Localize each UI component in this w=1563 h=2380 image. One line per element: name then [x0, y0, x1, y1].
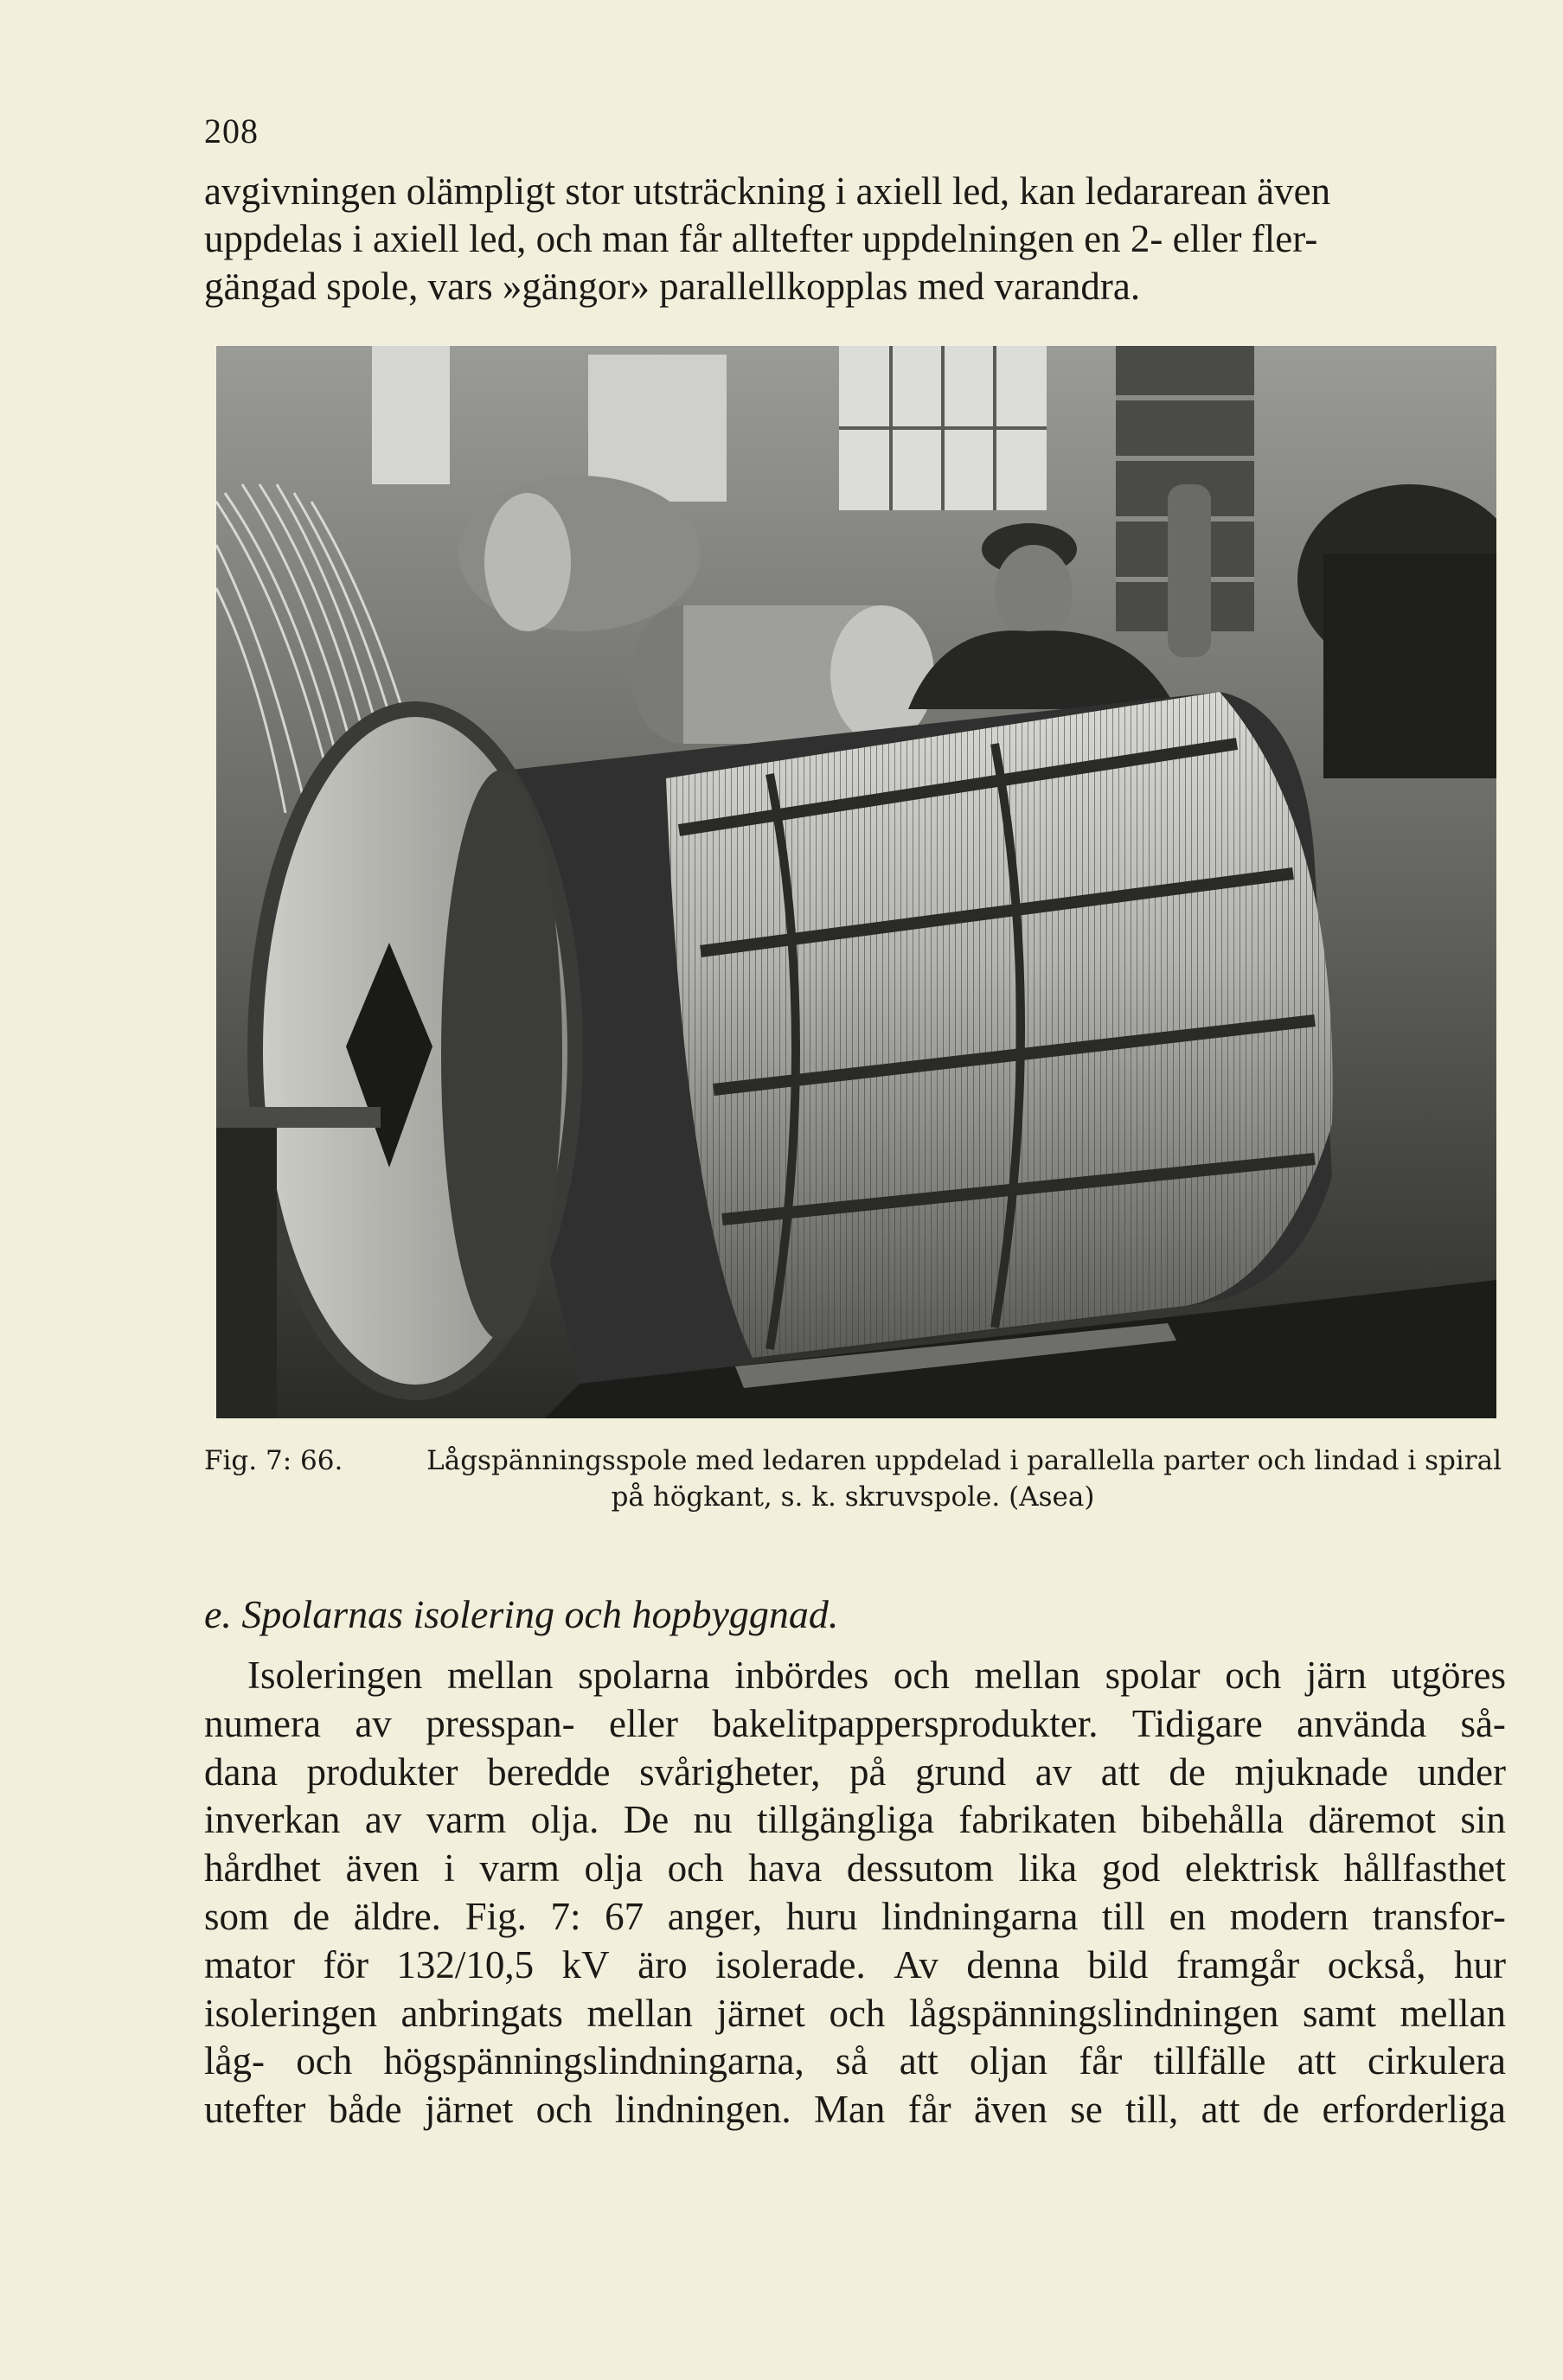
body-word: de [292, 1894, 330, 1938]
body-word: till, [1124, 2088, 1179, 2132]
body-word: tillfälle [1153, 2039, 1266, 2083]
body-word: huru [785, 1894, 858, 1938]
body-word: av [355, 1701, 392, 1745]
body-line [204, 1796, 1506, 1845]
body-word: modern [1229, 1894, 1349, 1938]
body-word: som [204, 1894, 270, 1938]
body-word: järnet [716, 1991, 805, 2035]
figure-label: Fig. 7: 66. [204, 1445, 343, 1476]
body-word: av [1035, 1750, 1073, 1794]
body-word: hårdhet [204, 1846, 321, 1891]
body-word: fabrikaten [958, 1798, 1117, 1842]
body-word: lika [1018, 1846, 1078, 1891]
body-word: både [328, 2088, 402, 2132]
intro-paragraph [204, 168, 1502, 310]
body-word: så- [1460, 1701, 1506, 1745]
body-word: eller [609, 1701, 678, 1745]
body-word: för [323, 1942, 368, 1987]
body-word: mellan [974, 1654, 1080, 1697]
body-word: och [667, 1846, 724, 1891]
body-word: under [1417, 1750, 1506, 1794]
body-word: hur [1453, 1942, 1506, 1987]
body-word: isolerade. [715, 1942, 866, 1987]
body-word: framgår [1175, 1942, 1300, 1987]
body-word: dana [204, 1750, 278, 1794]
section-heading: e. Spolarnas isolering och hopbyggnad. [204, 1592, 839, 1636]
body-word: 67 [605, 1894, 644, 1938]
body-word: inbördes [734, 1654, 869, 1697]
body-word: Tidigare [1131, 1701, 1263, 1745]
body-word: låg- [204, 2039, 265, 2083]
body-word: spolarna [578, 1654, 710, 1697]
body-word: även [345, 1846, 420, 1891]
body-word: järnet [424, 2088, 514, 2132]
body-word: numera [204, 1701, 321, 1745]
body-word: Man [813, 2088, 886, 2132]
body-word: Av [894, 1942, 938, 1987]
body-word: utgöres [1391, 1654, 1506, 1697]
body-word: spolar [1105, 1654, 1201, 1697]
body-word: och [829, 1991, 886, 2035]
body-word: varm [479, 1846, 560, 1891]
body-word: de [1262, 2088, 1300, 2132]
body-word: däremot [1308, 1798, 1437, 1842]
body-word: äldre. [353, 1894, 441, 1938]
figure-caption [204, 1443, 1502, 1515]
coil-photograph [216, 346, 1496, 1418]
body-word: nu [693, 1798, 733, 1842]
body-word: lindningarna [881, 1894, 1079, 1938]
body-line [204, 1652, 1506, 1700]
body-word: hållfasthet [1343, 1846, 1506, 1891]
body-word: cirkulera [1368, 2039, 1506, 2083]
body-line [204, 1845, 1506, 1893]
body-word: även [973, 2088, 1047, 2132]
body-line [204, 2086, 1506, 2134]
body-word: varm [426, 1798, 507, 1842]
body-word: och [1225, 1654, 1282, 1697]
body-word: och [296, 2039, 353, 2083]
body-word: att [1100, 1750, 1140, 1794]
caption-line-1: Lågspänningsspole med ledaren uppdelad i parallella parter och lindad i spiral [426, 1445, 1502, 1476]
body-word: lågspänningslindningen [908, 1991, 1279, 2035]
body-line [204, 1700, 1506, 1749]
body-word: äro [637, 1942, 688, 1987]
body-word: i [444, 1846, 455, 1891]
page-number: 208 [204, 112, 259, 150]
body-word: och [893, 1654, 950, 1697]
intro-line: uppdelas i axiell led, och man får alltefter uppdelningen en 2- eller fler- [204, 217, 1318, 260]
body-word: får [1079, 2039, 1123, 2083]
body-word: transfor- [1372, 1894, 1506, 1938]
body-word: mellan [586, 1991, 693, 2035]
body-word: inverkan [204, 1798, 341, 1842]
body-word: en [1169, 1894, 1207, 1938]
body-word: lindningen. [614, 2088, 791, 2132]
body-word: Fig. [464, 1894, 527, 1938]
caption-line-2: på högkant, s. k. skruvspole. (Asea) [611, 1481, 1095, 1513]
body-word: se [1070, 2088, 1103, 2132]
body-word: till [1101, 1894, 1145, 1938]
body-word: produkter [306, 1750, 458, 1794]
body-word: utefter [204, 2088, 306, 2132]
body-word: olja. [530, 1798, 599, 1842]
body-word: anbringats [400, 1991, 563, 2035]
body-word: och [535, 2088, 593, 2132]
body-word: järn [1305, 1654, 1367, 1697]
body-word: så [836, 2039, 868, 2083]
body-word: De [623, 1798, 669, 1842]
body-word: god [1101, 1846, 1161, 1891]
intro-line: gängad spole, vars »gängor» parallellkopplas med varandra. [204, 265, 1141, 308]
body-line [204, 1942, 1506, 1990]
body-word: högspänningslindningarna, [383, 2039, 804, 2083]
body-line [204, 1990, 1506, 2038]
body-paragraph [204, 1652, 1506, 2134]
body-word: mellan [1400, 1991, 1506, 2035]
body-word: hava [748, 1846, 823, 1891]
body-word: denna [966, 1942, 1060, 1987]
body-line [204, 2038, 1506, 2086]
body-word: använda [1297, 1701, 1427, 1745]
body-word: grund [915, 1750, 1007, 1794]
body-word: oljan [970, 2039, 1048, 2083]
body-line [204, 1893, 1506, 1942]
body-word: får [907, 2088, 951, 2132]
body-word: kV [561, 1942, 610, 1987]
body-word: mator [204, 1942, 295, 1987]
intro-line: avgivningen olämpligt stor utsträckning i axiell led, kan ledararean även [204, 170, 1331, 213]
body-word: mellan [447, 1654, 554, 1697]
body-word: mjuknade [1234, 1750, 1388, 1794]
body-word: anger, [667, 1894, 763, 1938]
body-word: bild [1087, 1942, 1149, 1987]
body-word: på [849, 1750, 887, 1794]
body-word: bakelitpappersprodukter. [712, 1701, 1099, 1745]
body-word: elektrisk [1184, 1846, 1319, 1891]
body-word: sin [1460, 1798, 1506, 1842]
body-word: att [1297, 2039, 1336, 2083]
body-word: tillgängliga [757, 1798, 935, 1842]
body-line [204, 1749, 1506, 1797]
body-word: de [1169, 1750, 1206, 1794]
body-word: att [1201, 2088, 1240, 2132]
body-word: bibehålla [1141, 1798, 1284, 1842]
body-word: isoleringen [204, 1991, 377, 2035]
body-word: svårigheter, [639, 1750, 821, 1794]
body-word: 7: [550, 1894, 581, 1938]
body-word: samt [1302, 1991, 1376, 2035]
body-word: erforderliga [1322, 2088, 1506, 2132]
body-word: att [899, 2039, 938, 2083]
body-word: beredde [487, 1750, 611, 1794]
body-word: Isoleringen [247, 1654, 423, 1697]
body-word: också, [1327, 1942, 1426, 1987]
body-word: 132/10,5 [396, 1942, 535, 1987]
body-word: olja [584, 1846, 643, 1891]
body-word: dessutom [846, 1846, 994, 1891]
body-word: presspan- [426, 1701, 575, 1745]
body-word: av [364, 1798, 402, 1842]
